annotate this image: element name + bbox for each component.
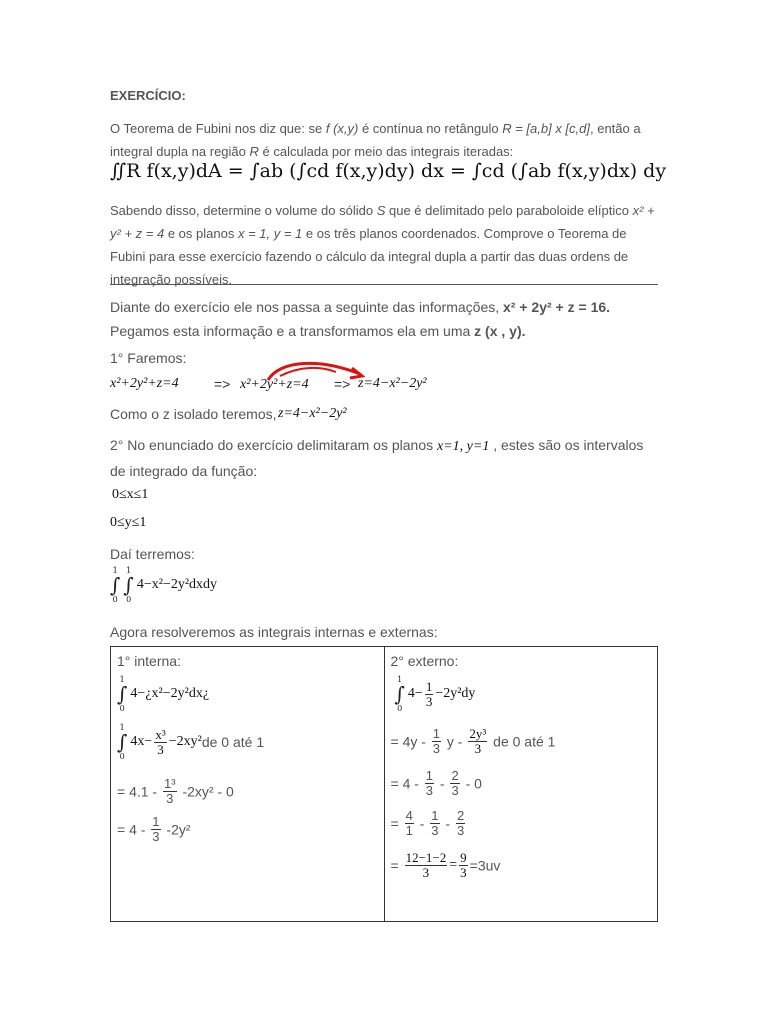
step1-equation-c: z=4−x²−2y² bbox=[358, 376, 427, 391]
range-y: 0≤y≤1 bbox=[110, 515, 147, 530]
outer-line-5: = $\frac{12-1-2}{3}$ = $\frac{9}{3}$ =3uv bbox=[390, 850, 501, 880]
inner-line-4: = 4 - $\frac{1}{3}$ -2y² bbox=[117, 814, 191, 844]
step1-equation-a: x²+2y²+z=4 bbox=[110, 376, 179, 391]
step1-arrow-1: => bbox=[214, 376, 231, 392]
outer-line-3: = 4 - $\frac{1}{3}$ - $\frac{2}{3}$ - 0 bbox=[390, 768, 482, 798]
solve-label: Agora resolveremos as integrais internas e externas: bbox=[110, 624, 438, 640]
fubini-formula: ∬R f(x,y)dA = ∫ab (∫cd f(x,y)dy) dx = ∫cd (∫ab f(x,y)dx) dy bbox=[110, 160, 667, 182]
inner-line-3: = 4.1 - $\frac{\text{1³}}{3}$ -2xy² - 0 bbox=[117, 776, 234, 806]
step2-paragraph: 2° No enunciado do exercício delimitaram os planos x=1, y=1 , estes são os intervalos de integrado da função: bbox=[110, 437, 644, 479]
outer-line-2: = 4y - $\frac{1}{3}$ y - $\frac{\text{2y³}}{3}$ de 0 até 1 bbox=[390, 726, 556, 756]
inner-title: 1° interna: bbox=[117, 653, 181, 669]
outer-integral-cell bbox=[384, 647, 658, 922]
integral-sign-outer: 1 ∫ 0 bbox=[110, 566, 121, 604]
isolated-label: Como o z isolado teremos, bbox=[110, 406, 277, 422]
then-label: Daí terremos: bbox=[110, 546, 195, 562]
step1-label: 1° Faremos: bbox=[110, 350, 187, 366]
double-integral bbox=[110, 566, 217, 604]
statement-paragraph: Sabendo disso, determine o volume do sólido S que é delimitado pelo paraboloide elíptico x² + y² + z = 4 e os planos x = 1, y = 1 e os três planos coordenados. Comprove o Teorema de Fubini para esse exercício fazendo o cálculo da integral dupla a partir das duas ordens de integração possíveis. bbox=[110, 203, 655, 287]
red-arrow-annotation bbox=[240, 358, 370, 388]
isolated-equation: z=4−x²−2y² bbox=[278, 406, 347, 421]
step1-arrow-2: => bbox=[334, 376, 351, 392]
outer-title: 2° externo: bbox=[390, 653, 459, 669]
intro-paragraph: O Teorema de Fubini nos diz que: se f (x,y) é contínua no retângulo R = [a,b] x [c,d], então a integral dupla na região R é calculada por meio das integrais iteradas: bbox=[110, 121, 641, 159]
inner-line-2: 1 ∫ 0 4x− $\frac{\text{x³}}{3}$ −2xy²de 0 até 1 bbox=[117, 723, 265, 761]
inner-integral-cell bbox=[111, 647, 385, 922]
heading: EXERCÍCIO: bbox=[110, 88, 186, 103]
info-paragraph: Diante do exercício ele nos passa a seguinte das informações, x² + 2y² + z = 16. Pegamos esta informação e a transformamos ela em uma z (x , y). bbox=[110, 299, 611, 339]
range-x: 0≤x≤1 bbox=[112, 487, 149, 502]
integral-sign-inner: 1 ∫ 0 bbox=[123, 566, 134, 604]
outer-line-4: = $\frac{4}{1}$ - $\frac{1}{3}$ - $\frac{2}{3}$ bbox=[390, 808, 465, 838]
inner-line-1: 1 ∫ 0 4−¿x²−2y²dx¿ bbox=[117, 675, 210, 713]
solution-table bbox=[110, 646, 658, 922]
step1-equation-b: x²+2y²+z=4 bbox=[240, 377, 309, 392]
integrand: 4−x²−2y²dxdy bbox=[136, 577, 218, 592]
outer-line-1: 1 ∫ 0 4− $\frac{1}{3}$ −2y²dy bbox=[394, 675, 476, 713]
section-divider bbox=[110, 284, 658, 285]
